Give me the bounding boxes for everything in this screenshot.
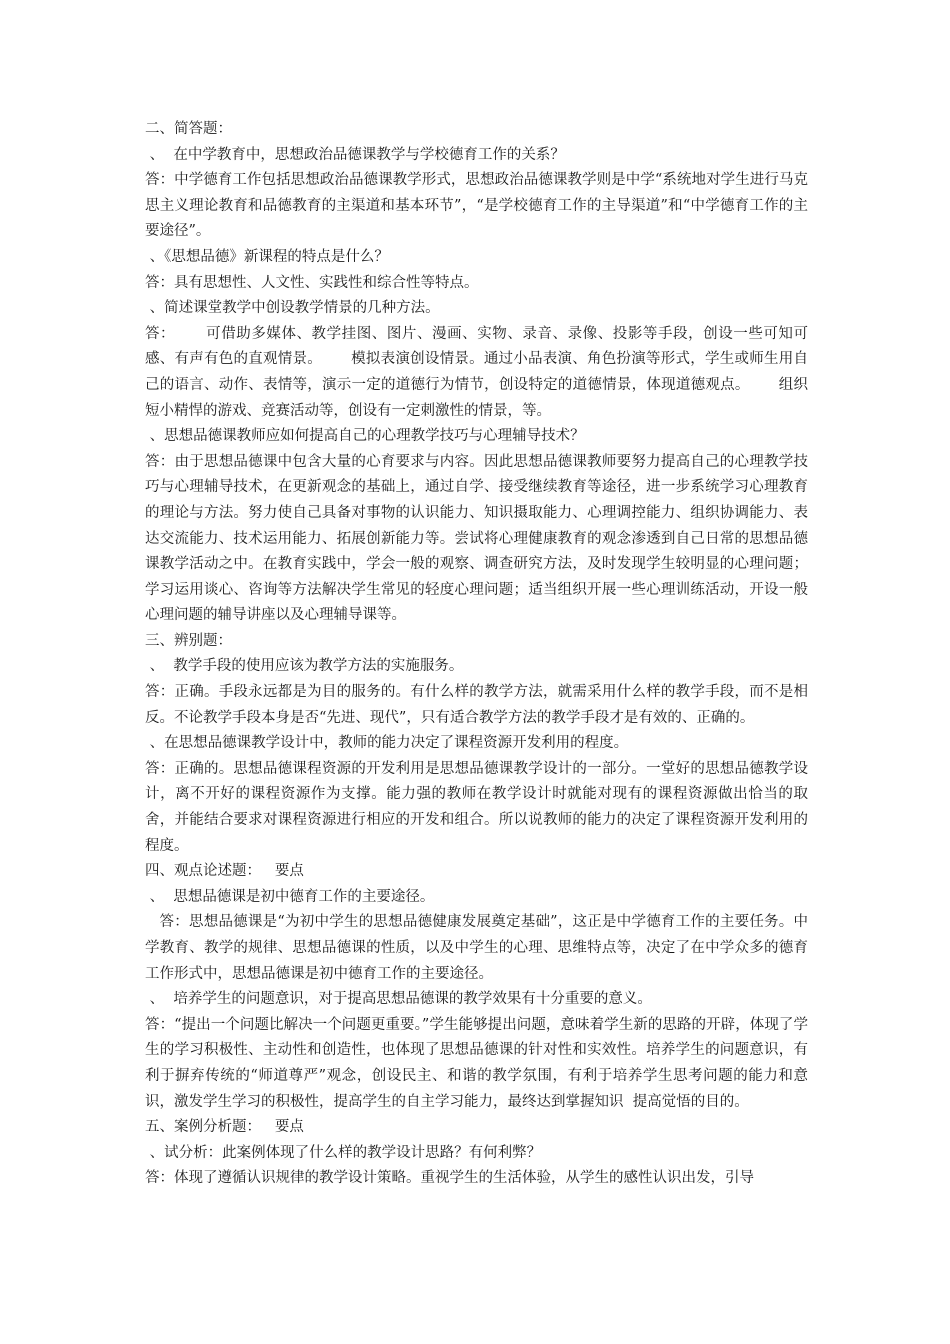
answer-text: 答：正确的。思想品德课程资源的开发利用是思想品德课教学设计的一部分。一堂好的思想品德教学设计，离不开好的课程资源作为支撑。能力强的教师在教学设计时就能对现有的课程资源做出恰当的取舍，并能结合要求对课程资源进行相应的开发和组合。所以说教师的能力的决定了课程资源开发利用的程度。 bbox=[145, 760, 808, 854]
answer-text: 答： 可借助多媒体、教学挂图、图片、漫画、实物、录音、录像、投影等手段，创设一些可知可感、有声有色的直观情景。 模拟表演创设情景。通过小品表演、角色扮演等形式，学生或师生用自己的语言、动作、表情等，演示一定的道德行为情节，创设特定的道德情景，体现道德观点。 组织短小精悍的游戏、竞赛活动等，创设有一定刺激性的情景，等。 bbox=[145, 325, 808, 419]
question-text: 、《思想品德》新课程的特点是什么？ bbox=[145, 248, 389, 265]
question-text: 、 教学手段的使用应该为教学方法的实施服务。 bbox=[145, 658, 464, 675]
answer-text: 答：由于思想品德课中包含大量的心育要求与内容。因此思想品德课教师要努力提高自己的心理教学技巧与心理辅导技术，在更新观念的基础上，通过自学、接受继续教育等途径，进一步系统学习心理教育的理论与方法。努力使自己具备对事物的认识能力、知识摄取能力、心理调控能力、组织协调能力、表达交流能力、技术运用能力、拓展创新能力等。尝试将心理健康教育的观念渗透到自己日常的思想品德课教学活动之中。在教育实践中，学会一般的观察、调查研究方法，及时发现学生较明显的心理问题；学习运用谈心、咨询等方法解决学生常见的轻度心理问题；适当组织开展一些心理训练活动，开设一般心理问题的辅导讲座以及心理辅导课等。 bbox=[145, 453, 808, 624]
answer-text: 答：具有思想性、人文性、实践性和综合性等特点。 bbox=[145, 274, 479, 291]
answer-text: 答：体现了遵循认识规律的教学设计策略。重视学生的生活体验，从学生的感性认识出发，引导 bbox=[145, 1170, 754, 1187]
question-text: 、试分析：此案例体现了什么样的教学设计思路？有何利弊？ bbox=[145, 1144, 542, 1161]
question-text: 、 在中学教育中，思想政治品德课教学与学校德育工作的关系？ bbox=[145, 146, 565, 163]
question-text: 、 思想品德课是初中德育工作的主要途径。 bbox=[145, 888, 435, 905]
answer-text: 答：中学德育工作包括思想政治品德课教学形式，思想政治品德课教学则是中学“系统地对学生进行马克思主义理论教育和品德教育的主渠道和基本环节”，“是学校德育工作的主导渠道”和“中学德育工作的主要途径”。 bbox=[145, 172, 808, 240]
section-heading-case-analysis: 五、案例分析题： 要点 bbox=[145, 1119, 304, 1136]
question-text: 、在思想品德课教学设计中，教师的能力决定了课程资源开发利用的程度。 bbox=[145, 735, 629, 752]
answer-text: 答：“提出一个问题比解决一个问题更重要。”学生能够提出问题，意味着学生新的思路的开辟，体现了学生的学习积极性、主动性和创造性，也体现了思想品德课的针对性和实效性。培养学生的问题意识，有利于摒弃传统的“师道尊严”观念，创设民主、和谐的教学氛围，有利于培养学生思考问题的能力和意识，激发学生学习的积极性，提高学生的自主学习能力，最终达到掌握知识 提高觉悟的目的。 bbox=[145, 1016, 808, 1110]
section-heading-discussion: 四、观点论述题： 要点 bbox=[145, 863, 304, 880]
question-text: 、 培养学生的问题意识，对于提高思想品德课的教学效果有十分重要的意义。 bbox=[145, 991, 652, 1008]
question-text: 、简述课堂教学中创设教学情景的几种方法。 bbox=[145, 300, 440, 317]
answer-text: 答：正确。手段永远都是为目的服务的。有什么样的教学方法，就需采用什么样的教学手段，而不是相反。不论教学手段本身是否“先进、现代”，只有适合教学方法的教学手段才是有效的、正确的。 bbox=[145, 684, 808, 726]
section-heading-short-answer: 二、简答题： bbox=[145, 121, 232, 137]
section-heading-judgement: 三、辨别题： bbox=[145, 632, 232, 649]
question-text: 、思想品德课教师应如何提高自己的心理教学技巧与心理辅导技术？ bbox=[145, 428, 585, 445]
answer-text: 答：思想品德课是“为初中学生的思想品德健康发展奠定基础”，这正是中学德育工作的主要任务。中学教育、教学的规律、思想品德课的性质，以及中学生的心理、思维特点等，决定了在中学众多的德育工作形式中，思想品德课是初中德育工作的主要途径。 bbox=[145, 914, 809, 982]
document-page bbox=[145, 117, 808, 1192]
